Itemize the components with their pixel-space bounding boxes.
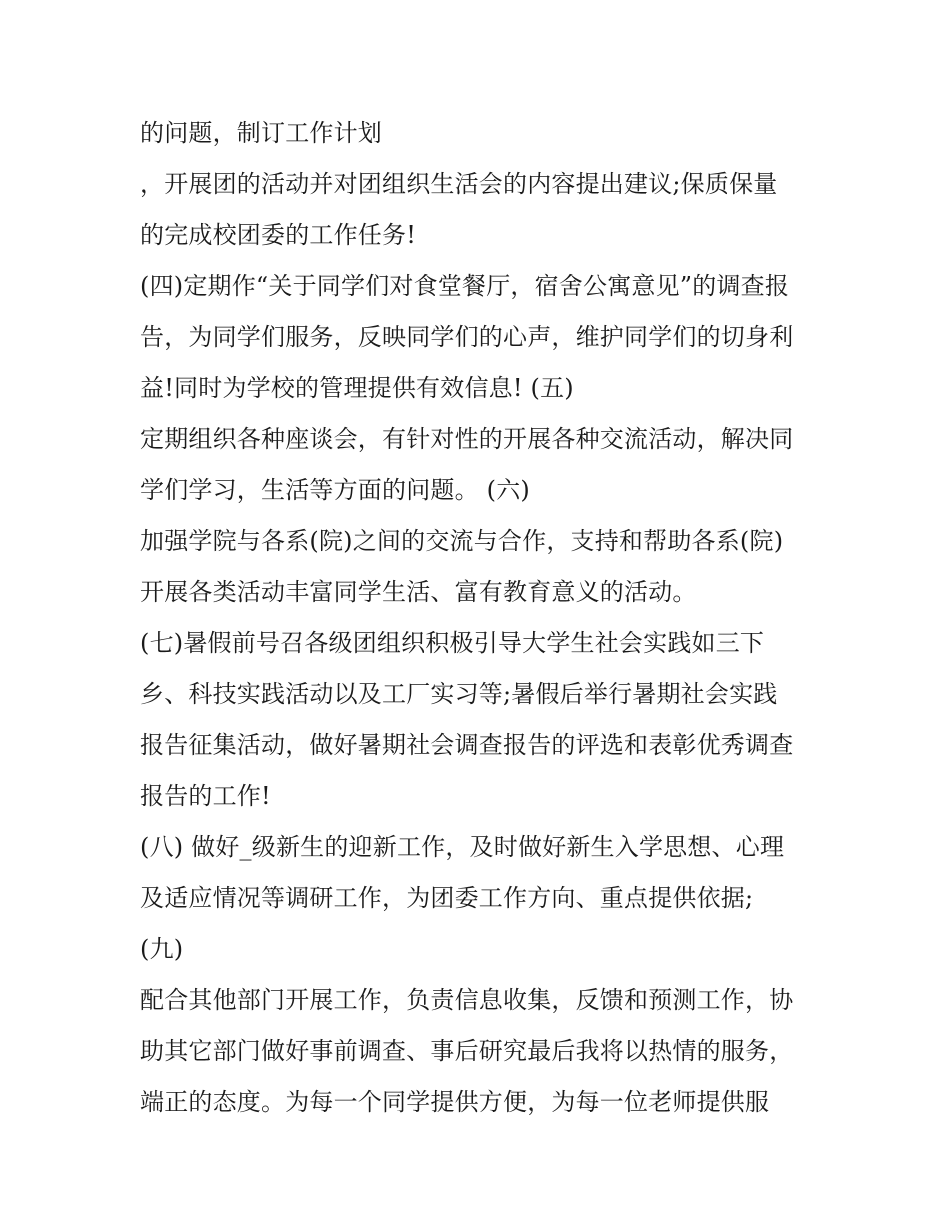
text-line: 报告的工作! <box>140 782 271 810</box>
text-line: 学们学习，生活等方面的问题。 (六) <box>140 476 530 504</box>
text-line: 加强学院与各系(院)之间的交流与合作，支持和帮助各系(院) <box>140 527 784 555</box>
text-line: 报告征集活动，做好暑期社会调查报告的评选和表彰优秀调查 <box>140 731 794 759</box>
text-line: (四)定期作“关于同学们对食堂餐厅，宿舍公寓意见”的调查报 <box>140 272 790 300</box>
text-line: 的问题，制订工作计划 <box>140 119 382 147</box>
text-line: 助其它部门做好事前调查、事后研究最后我将以热情的服务， <box>140 1037 794 1065</box>
text-line: 告，为同学们服务，反映同学们的心声，维护同学们的切身利 <box>140 323 794 351</box>
text-line: 及适应情况等调研工作，为团委工作方向、重点提供依据; <box>140 884 754 912</box>
text-line: (七)暑假前号召各级团组织积极引导大学生社会实践如三下 <box>140 629 765 657</box>
text-line: 乡、科技实践活动以及工厂实习等;暑假后举行暑期社会实践 <box>140 680 778 708</box>
text-line: 开展各类活动丰富同学生活、富有教育意义的活动。 <box>140 578 697 606</box>
text-line: 定期组织各种座谈会，有针对性的开展各种交流活动，解决同 <box>140 425 794 453</box>
text-line: ，开展团的活动并对团组织生活会的内容提出建议;保质保量 <box>140 170 778 198</box>
document-body <box>140 108 830 1128</box>
text-line: (八) 做好_级新生的迎新工作，及时做好新生入学思想、心理 <box>140 833 785 861</box>
text-line: 的完成校团委的工作任务! <box>140 221 417 249</box>
text-line: 端正的态度。为每一个同学提供方便，为每一位老师提供服 <box>140 1088 770 1116</box>
text-line: 配合其他部门开展工作，负责信息收集，反馈和预测工作，协 <box>140 986 794 1014</box>
text-line: (九) <box>140 935 184 963</box>
text-line: 益!同时为学校的管理提供有效信息! (五) <box>140 374 574 402</box>
